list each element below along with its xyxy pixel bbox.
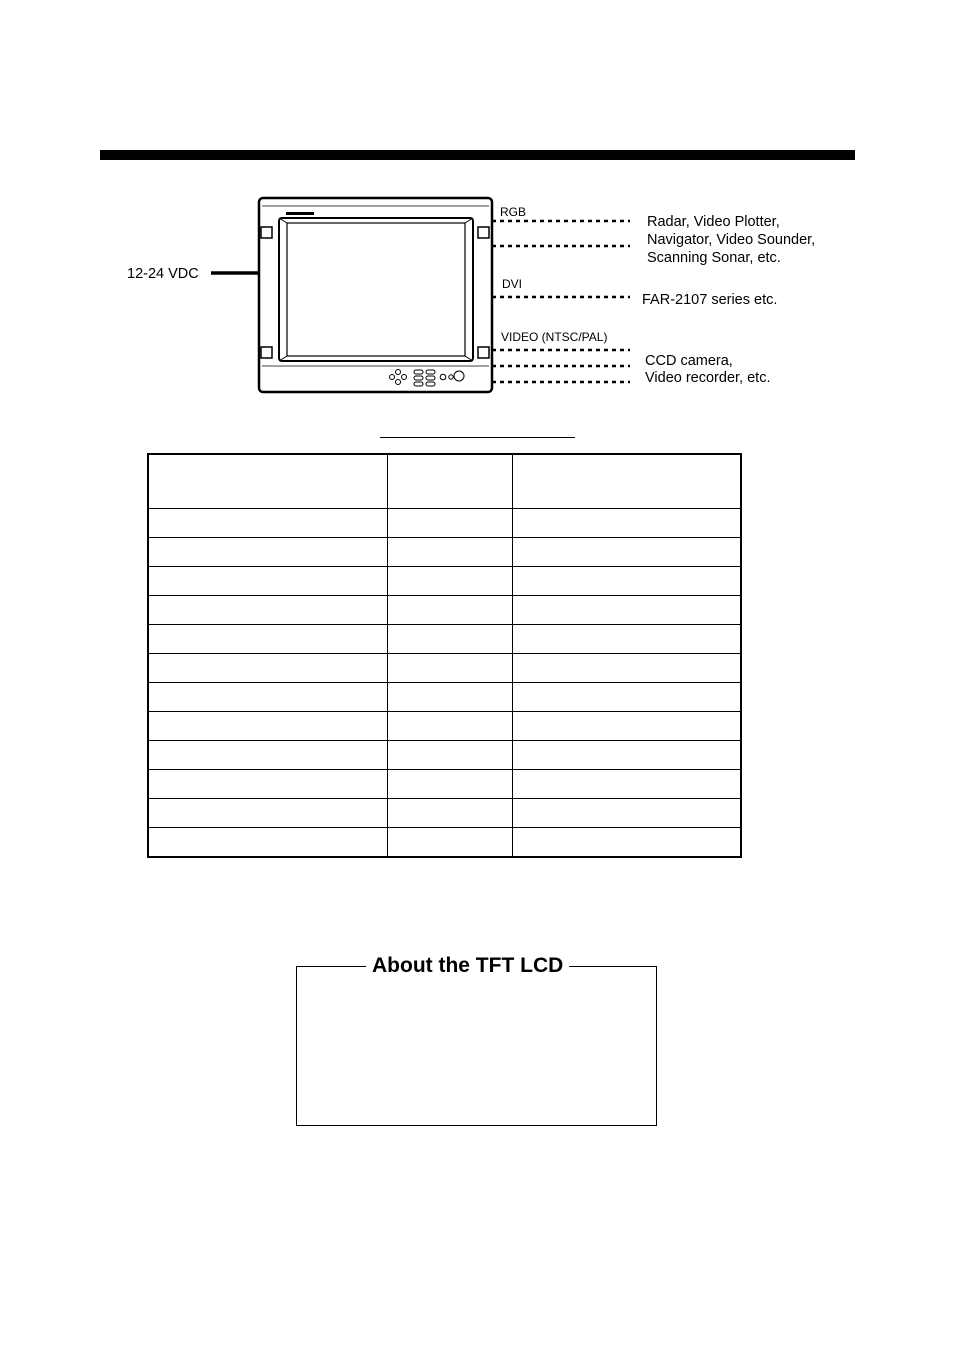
input-label-rgb: RGB [500,205,527,219]
figure-caption-underline [380,437,575,438]
table-cell [388,596,513,625]
table-cell [388,654,513,683]
table-cell [388,712,513,741]
destination-rgb-line: Navigator, Video Sounder, [647,232,816,248]
destination-video [645,353,770,387]
table-cell [148,654,388,683]
table-cell [388,770,513,799]
mount-tab-bottom-left [261,347,272,358]
destination-dvi-line: FAR-2107 series etc. [642,292,778,308]
table-row [148,799,741,828]
table-row [148,828,741,858]
input-label-video: VIDEO (NTSC/PAL) [501,330,608,344]
table-cell [513,770,742,799]
destination-video-line: CCD camera, [645,353,733,369]
table-cell [148,509,388,538]
table-row [148,625,741,654]
table-cell [513,567,742,596]
table-row [148,654,741,683]
table-cell [388,509,513,538]
input-label-dvi: DVI [502,277,523,291]
page-header-rule [100,150,855,160]
table-header-row [148,454,741,509]
table-cell [388,828,513,858]
table-row [148,770,741,799]
table-cell [148,596,388,625]
mount-tab-top-left [261,227,272,238]
mount-tab-bottom-right [478,347,489,358]
table-cell [148,683,388,712]
table-header-cell [148,454,388,509]
table-cell [388,683,513,712]
notice-box [296,966,657,1126]
power-knob [454,371,464,381]
destination-rgb-line: Scanning Sonar, etc. [647,250,781,266]
table-cell [513,683,742,712]
spec-table [147,453,742,858]
table-cell [513,828,742,858]
table-cell [148,799,388,828]
table-cell [388,625,513,654]
power-label: 12-24 VDC [127,266,199,282]
table-cell [388,799,513,828]
table-row [148,509,741,538]
monitor-screen [287,223,465,356]
brand-logo [286,212,314,215]
table-row [148,538,741,567]
table-cell [513,799,742,828]
table-cell [148,538,388,567]
table-cell [148,770,388,799]
table-cell [388,741,513,770]
table-cell [148,625,388,654]
table-row [148,596,741,625]
table-header-cell [388,454,513,509]
destination-video-line: Video recorder, etc. [645,370,771,386]
table-row [148,741,741,770]
destination-rgb-line: Radar, Video Plotter, [647,214,780,230]
table-cell [513,654,742,683]
table-cell [148,712,388,741]
table-row [148,567,741,596]
table-cell [513,596,742,625]
table-cell [513,538,742,567]
table-cell [513,712,742,741]
table-cell [148,741,388,770]
table-row [148,683,741,712]
table-cell [513,625,742,654]
destination-rgb [647,213,815,267]
table-cell [388,538,513,567]
table-cell [148,567,388,596]
destination-dvi [642,291,777,309]
monitor-diagram [200,190,640,400]
notice-title: About the TFT LCD [366,952,569,980]
table-cell [513,741,742,770]
table-header-cell [513,454,742,509]
table-cell [388,567,513,596]
mount-tab-top-right [478,227,489,238]
table-cell [513,509,742,538]
table-row [148,712,741,741]
table-cell [148,828,388,858]
